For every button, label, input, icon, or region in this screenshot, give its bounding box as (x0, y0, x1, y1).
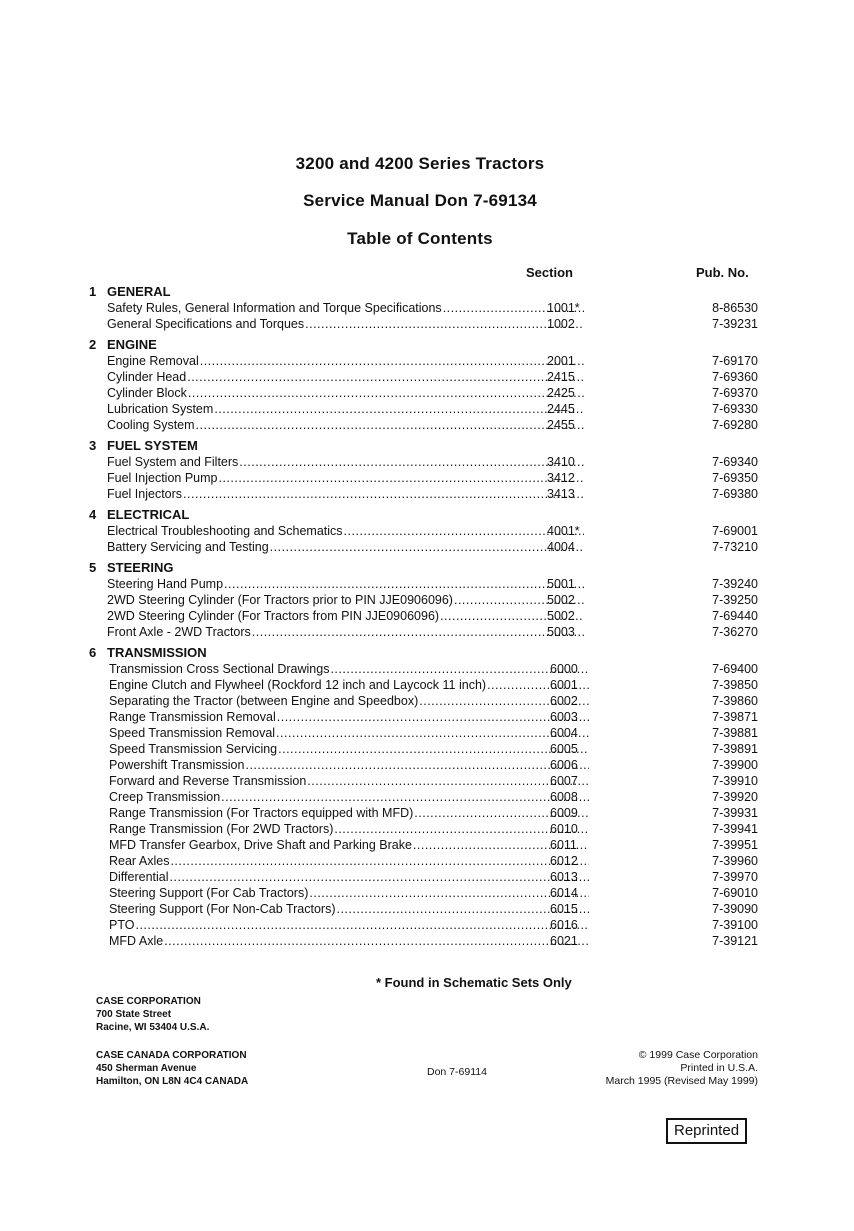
toc-group (89, 560, 769, 640)
entry-section: 5002 (547, 609, 575, 623)
toc-entry (89, 369, 769, 385)
printed-line: Printed in U.S.A. (680, 1062, 758, 1074)
entry-section: 2445 (547, 402, 575, 416)
entry-title: PTO (109, 918, 135, 932)
entry-pub-number: 7-69370 (712, 386, 758, 400)
entry-title: Range Transmission Removal (109, 710, 276, 724)
entry-leader (107, 300, 584, 316)
entry-title: Rear Axles (109, 854, 170, 868)
entry-leader (109, 757, 589, 773)
dot-leader (224, 576, 584, 592)
toc-entry (89, 539, 769, 555)
toc-group (89, 284, 769, 332)
entry-pub-number: 7-39240 (712, 577, 758, 591)
entry-section: 2425 (547, 386, 575, 400)
entry-section: 6012 (550, 854, 578, 868)
dot-leader (183, 486, 584, 502)
entry-pub-number: 7-39881 (712, 726, 758, 740)
entry-section: 6014 (550, 886, 578, 900)
toc-entry (89, 523, 769, 539)
entry-pub-number: 7-39920 (712, 790, 758, 804)
entry-section: 1002 (547, 317, 575, 331)
group-name: STEERING (107, 560, 174, 575)
case-canada-address (96, 1049, 248, 1088)
group-number: 6 (89, 645, 97, 660)
entry-title: Fuel Injection Pump (107, 471, 218, 485)
entry-section: 6002 (550, 694, 578, 708)
dot-leader (277, 709, 589, 725)
entry-leader (109, 789, 589, 805)
group-number: 2 (89, 337, 97, 352)
entry-title: Electrical Troubleshooting and Schematics (107, 524, 343, 538)
group-number: 3 (89, 438, 97, 453)
entry-leader (107, 353, 584, 369)
toc-entry (89, 353, 769, 369)
entry-section: 6004 (550, 726, 578, 740)
entry-leader (107, 385, 584, 401)
entry-pub-number: 7-69440 (712, 609, 758, 623)
revision-date: March 1995 (Revised May 1999) (605, 1075, 758, 1087)
address-line: 700 State Street (96, 1009, 172, 1020)
entry-title: Fuel Injectors (107, 487, 183, 501)
toc-entry (89, 677, 769, 693)
entry-pub-number: 7-39970 (712, 870, 758, 884)
toc-entry (89, 757, 769, 773)
entry-pub-number: 7-69400 (712, 662, 758, 676)
entry-section: 3412 (547, 471, 575, 485)
entry-leader (107, 592, 584, 608)
entry-section: 2455 (547, 418, 575, 432)
address-line: Hamilton, ON L8N 4C4 CANADA (96, 1076, 249, 1087)
toc-entry (89, 741, 769, 757)
entry-leader (107, 417, 584, 433)
toc-entry (89, 316, 769, 332)
entry-leader (107, 523, 584, 539)
entry-pub-number: 7-73210 (712, 540, 758, 554)
entry-leader (109, 709, 589, 725)
entry-section: 3413 (547, 487, 575, 501)
entry-pub-number: 7-39231 (712, 317, 758, 331)
entry-section: 6015 (550, 902, 578, 916)
entry-pub-number: 7-39090 (712, 902, 758, 916)
dot-leader (252, 624, 584, 640)
group-heading (89, 438, 769, 454)
entry-leader (109, 805, 589, 821)
entry-title: Transmission Cross Sectional Drawings (109, 662, 330, 676)
entry-pub-number: 7-39250 (712, 593, 758, 607)
dot-leader (245, 757, 589, 773)
dot-leader (218, 470, 584, 486)
entry-pub-number: 7-39891 (712, 742, 758, 756)
entry-title: Speed Transmission Servicing (109, 742, 278, 756)
entry-leader (107, 539, 584, 555)
entry-pub-number: 7-36270 (712, 625, 758, 639)
entry-title: Fuel System and Filters (107, 455, 239, 469)
entry-leader (109, 869, 589, 885)
entry-pub-number: 8-86530 (712, 301, 758, 315)
entry-leader (109, 693, 589, 709)
entry-title: General Specifications and Torques (107, 317, 305, 331)
entry-title: Engine Clutch and Flywheel (Rockford 12 inch and Laycock 11 inch) (109, 678, 487, 692)
dot-leader (305, 316, 584, 332)
section-column-header: Section (526, 265, 573, 280)
dot-leader (135, 917, 589, 933)
entry-title: Creep Transmission (109, 790, 221, 804)
entry-title: Front Axle - 2WD Tractors (107, 625, 251, 639)
group-heading (89, 337, 769, 353)
group-name: ELECTRICAL (107, 507, 190, 522)
entry-leader (109, 933, 589, 949)
entry-pub-number: 7-69010 (712, 886, 758, 900)
toc-entry (89, 385, 769, 401)
entry-pub-number: 7-39951 (712, 838, 758, 852)
toc-group (89, 645, 769, 949)
entry-title: Steering Hand Pump (107, 577, 224, 591)
group-number: 1 (89, 284, 97, 299)
toc-entry (89, 773, 769, 789)
pub-number-column-header: Pub. No. (696, 265, 749, 280)
toc-group (89, 438, 769, 502)
entry-title: Cylinder Block (107, 386, 187, 400)
entry-leader (107, 608, 584, 624)
toc-entry (89, 300, 769, 316)
table-of-contents (89, 284, 769, 954)
entry-leader (107, 316, 584, 332)
dot-leader (221, 789, 589, 805)
toc-title: Table of Contents (347, 229, 493, 248)
group-heading (89, 284, 769, 300)
entry-section: 3410 (547, 455, 575, 469)
toc-entry (89, 661, 769, 677)
copyright-line: © 1999 Case Corporation (638, 1049, 758, 1061)
toc-entry (89, 417, 769, 433)
toc-entry (89, 693, 769, 709)
entry-section: 6016 (550, 918, 578, 932)
toc-entry (89, 401, 769, 417)
entry-section: 5003 (547, 625, 575, 639)
toc-entry (89, 608, 769, 624)
dot-leader (170, 853, 589, 869)
address-line: 450 Sherman Avenue (96, 1063, 197, 1074)
document-number: Don 7-69114 (427, 1066, 487, 1078)
entry-title: Cooling System (107, 418, 195, 432)
entry-pub-number: 7-39121 (712, 934, 758, 948)
toc-entry (89, 933, 769, 949)
entry-title: Safety Rules, General Information and Torque Specifications (107, 301, 442, 315)
entry-pub-number: 7-69330 (712, 402, 758, 416)
group-number: 5 (89, 560, 97, 575)
entry-leader (109, 917, 589, 933)
toc-entry (89, 592, 769, 608)
entry-section: 6009 (550, 806, 578, 820)
toc-entry (89, 454, 769, 470)
entry-leader (109, 837, 589, 853)
entry-leader (107, 454, 584, 470)
entry-title: Speed Transmission Removal (109, 726, 276, 740)
toc-entry (89, 869, 769, 885)
entry-title: Forward and Reverse Transmission (109, 774, 307, 788)
entry-pub-number: 7-69280 (712, 418, 758, 432)
entry-pub-number: 7-39100 (712, 918, 758, 932)
entry-pub-number: 7-39931 (712, 806, 758, 820)
entry-section: 1001* (547, 301, 580, 315)
entry-section: 6011 (550, 838, 577, 852)
entry-pub-number: 7-69360 (712, 370, 758, 384)
entry-leader (107, 470, 584, 486)
entry-leader (107, 369, 584, 385)
dot-leader (214, 401, 584, 417)
entry-section: 6008 (550, 790, 578, 804)
dot-leader (270, 539, 584, 555)
entry-leader (107, 624, 584, 640)
entry-title: MFD Axle (109, 934, 164, 948)
entry-section: 2415 (547, 370, 575, 384)
case-corporation-address (96, 995, 209, 1034)
entry-section: 6000 (550, 662, 578, 676)
document-title: 3200 and 4200 Series Tractors (295, 154, 545, 173)
group-name: ENGINE (107, 337, 157, 352)
entry-leader (109, 773, 589, 789)
entry-title: Engine Removal (107, 354, 199, 368)
entry-section: 6006 (550, 758, 578, 772)
address-line: Racine, WI 53404 U.S.A. (96, 1022, 210, 1033)
entry-pub-number: 7-69340 (712, 455, 758, 469)
entry-pub-number: 7-39960 (712, 854, 758, 868)
toc-entry (89, 709, 769, 725)
dot-leader (278, 741, 589, 757)
entry-pub-number: 7-69350 (712, 471, 758, 485)
group-name: FUEL SYSTEM (107, 438, 198, 453)
entry-pub-number: 7-39910 (712, 774, 758, 788)
group-number: 4 (89, 507, 97, 522)
entry-section: 5001 (547, 577, 575, 591)
entry-title: Separating the Tractor (between Engine and Speedbox) (109, 694, 419, 708)
toc-entry (89, 576, 769, 592)
dot-leader (170, 869, 589, 885)
toc-entry (89, 624, 769, 640)
entry-title: Range Transmission (For Tractors equipped with MFD) (109, 806, 414, 820)
group-heading (89, 645, 769, 661)
dot-leader (200, 353, 584, 369)
entry-section: 5002 (547, 593, 575, 607)
reprinted-stamp: Reprinted (666, 1118, 747, 1144)
dot-leader (276, 725, 589, 741)
entry-pub-number: 7-69380 (712, 487, 758, 501)
entry-pub-number: 7-69001 (712, 524, 758, 538)
copyright-block (606, 1049, 758, 1088)
entry-leader (109, 853, 589, 869)
toc-entry (89, 901, 769, 917)
entry-leader (109, 741, 589, 757)
toc-entry (89, 853, 769, 869)
entry-pub-number: 7-39871 (712, 710, 758, 724)
entry-title: Steering Support (For Cab Tractors) (109, 886, 309, 900)
toc-group (89, 337, 769, 433)
group-heading (89, 507, 769, 523)
toc-entry (89, 821, 769, 837)
toc-entry (89, 885, 769, 901)
entry-leader (109, 677, 589, 693)
entry-title: 2WD Steering Cylinder (For Tractors prior to PIN JJE0906096) (107, 593, 453, 607)
toc-group (89, 507, 769, 555)
entry-title: Differential (109, 870, 169, 884)
entry-leader (109, 661, 589, 677)
toc-entry (89, 917, 769, 933)
group-heading (89, 560, 769, 576)
entry-leader (109, 725, 589, 741)
group-name: TRANSMISSION (107, 645, 207, 660)
document-subtitle: Service Manual Don 7-69134 (303, 191, 537, 210)
entry-pub-number: 7-39860 (712, 694, 758, 708)
toc-entry (89, 486, 769, 502)
entry-pub-number: 7-69170 (712, 354, 758, 368)
dot-leader (309, 885, 589, 901)
entry-section: 2001 (547, 354, 575, 368)
entry-section: 6003 (550, 710, 578, 724)
dot-leader (196, 417, 584, 433)
entry-leader (109, 901, 589, 917)
entry-title: Range Transmission (For 2WD Tractors) (109, 822, 334, 836)
entry-section: 6001 (550, 678, 578, 692)
toc-entry (89, 837, 769, 853)
entry-title: Cylinder Head (107, 370, 187, 384)
toc-entry (89, 725, 769, 741)
dot-leader (188, 385, 584, 401)
footnote: * Found in Schematic Sets Only (376, 975, 572, 990)
entry-section: 4001* (547, 524, 580, 538)
entry-leader (109, 821, 589, 837)
entry-leader (109, 885, 589, 901)
entry-section: 6013 (550, 870, 578, 884)
address-line: CASE CANADA CORPORATION (96, 1050, 247, 1061)
entry-leader (107, 401, 584, 417)
toc-entry (89, 805, 769, 821)
toc-entry (89, 789, 769, 805)
dot-leader (239, 454, 584, 470)
group-name: GENERAL (107, 284, 171, 299)
entry-pub-number: 7-39941 (712, 822, 758, 836)
entry-title: 2WD Steering Cylinder (For Tractors from PIN JJE0906096) (107, 609, 440, 623)
entry-section: 4004 (547, 540, 575, 554)
address-line: CASE CORPORATION (96, 996, 201, 1007)
entry-section: 6005 (550, 742, 578, 756)
entry-section: 6010 (550, 822, 578, 836)
entry-section: 6021 (550, 934, 578, 948)
dot-leader (307, 773, 589, 789)
entry-section: 6007 (550, 774, 578, 788)
toc-entry (89, 470, 769, 486)
entry-leader (107, 486, 584, 502)
entry-title: Powershift Transmission (109, 758, 245, 772)
dot-leader (187, 369, 584, 385)
dot-leader (164, 933, 589, 949)
entry-pub-number: 7-39850 (712, 678, 758, 692)
entry-title: Steering Support (For Non-Cab Tractors) (109, 902, 336, 916)
entry-title: Lubrication System (107, 402, 214, 416)
entry-pub-number: 7-39900 (712, 758, 758, 772)
entry-title: MFD Transfer Gearbox, Drive Shaft and Parking Brake (109, 838, 412, 852)
entry-leader (107, 576, 584, 592)
entry-title: Battery Servicing and Testing (107, 540, 269, 554)
